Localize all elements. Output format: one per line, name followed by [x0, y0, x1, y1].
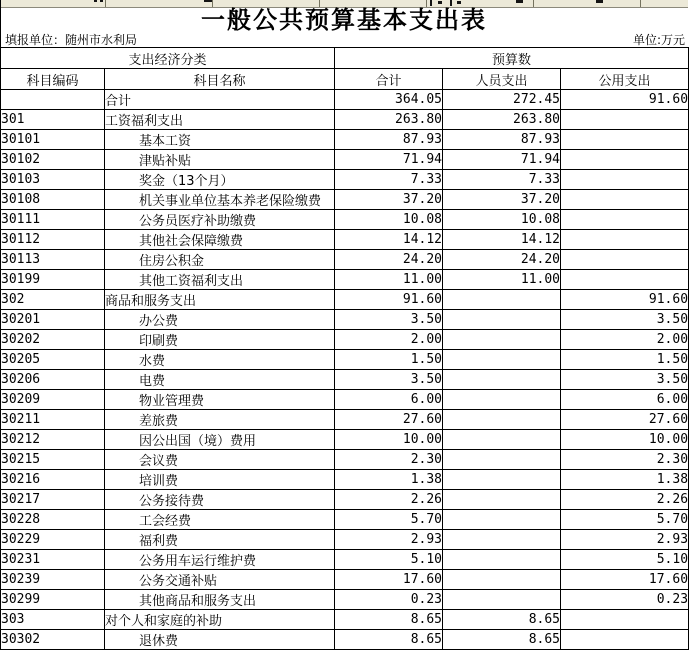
cell-total[interactable]: 5.10 [335, 550, 443, 570]
cell-code[interactable]: 30103 [1, 170, 105, 190]
cell-name[interactable]: 电费 [105, 370, 335, 390]
cell-total[interactable]: 2.93 [335, 530, 443, 550]
cell-code[interactable]: 30229 [1, 530, 105, 550]
cell-code[interactable]: 30206 [1, 370, 105, 390]
cell-personnel[interactable] [443, 410, 561, 430]
cell-code[interactable]: 30111 [1, 210, 105, 230]
cell-name[interactable]: 公务交通补贴 [105, 570, 335, 590]
table-row [1, 310, 689, 330]
cell-public[interactable] [561, 230, 689, 250]
cell-public[interactable] [561, 170, 689, 190]
cell-name[interactable]: 奖金（13个月） [105, 170, 335, 190]
cell-name[interactable]: 会议费 [105, 450, 335, 470]
report-unit-label: 填报单位：随州市水利局 [5, 33, 138, 47]
cell-name[interactable]: 差旅费 [105, 410, 335, 430]
cell-total[interactable]: 71.94 [335, 150, 443, 170]
cell-code[interactable]: 30299 [1, 590, 105, 610]
cell-code[interactable]: 30228 [1, 510, 105, 530]
header-code[interactable]: 科目编码 [1, 69, 105, 90]
cell-personnel[interactable]: 24.20 [443, 250, 561, 270]
cell-total[interactable]: 2.26 [335, 490, 443, 510]
cell-total[interactable]: 8.65 [335, 610, 443, 630]
cell-total[interactable]: 27.60 [335, 410, 443, 430]
cell-total[interactable]: 11.00 [335, 270, 443, 290]
header-budget[interactable]: 预算数 [335, 48, 689, 69]
cell-personnel[interactable] [443, 290, 561, 310]
table-row [1, 390, 689, 410]
cell-name[interactable]: 合计 [105, 90, 335, 110]
table-row [1, 510, 689, 530]
cell-public[interactable] [561, 130, 689, 150]
cell-public[interactable]: 0.23 [561, 590, 689, 610]
cell-total[interactable]: 1.38 [335, 470, 443, 490]
cell-code[interactable]: 301 [1, 110, 105, 130]
cell-public[interactable] [561, 190, 689, 210]
table-body [1, 90, 689, 650]
cell-total[interactable]: 24.20 [335, 250, 443, 270]
table-row [1, 330, 689, 350]
cell-code[interactable]: 30212 [1, 430, 105, 450]
cell-name[interactable]: 因公出国（境）费用 [105, 430, 335, 450]
table-row [1, 110, 689, 130]
cell-name[interactable]: 机关事业单位基本养老保险缴费 [105, 190, 335, 210]
cell-total[interactable]: 263.80 [335, 110, 443, 130]
table-row [1, 610, 689, 630]
cell-total[interactable]: 10.00 [335, 430, 443, 450]
table-row [1, 230, 689, 250]
cell-public[interactable] [561, 150, 689, 170]
cell-code[interactable]: 303 [1, 610, 105, 630]
cell-name[interactable]: 其他社会保障缴费 [105, 230, 335, 250]
table-row [1, 170, 689, 190]
cell-total[interactable]: 364.05 [335, 90, 443, 110]
cell-public[interactable]: 2.30 [561, 450, 689, 470]
cell-public[interactable]: 2.93 [561, 530, 689, 550]
truncated-text-mark [438, 1, 442, 4]
header-public[interactable]: 公用支出 [561, 69, 689, 90]
table-row [1, 350, 689, 370]
page-title: 一般公共预算基本支出表 [201, 6, 487, 34]
unit-label: 单位:万元 [632, 33, 685, 47]
table-row [1, 410, 689, 430]
table-row [1, 530, 689, 550]
cell-total[interactable]: 87.93 [335, 130, 443, 150]
cell-personnel[interactable] [443, 450, 561, 470]
cell-public[interactable]: 27.60 [561, 410, 689, 430]
table-row [1, 210, 689, 230]
table-row [1, 130, 689, 150]
header-total[interactable]: 合计 [335, 69, 443, 90]
cell-name[interactable]: 其他工资福利支出 [105, 270, 335, 290]
cell-total[interactable]: 37.20 [335, 190, 443, 210]
table-row [1, 270, 689, 290]
truncated-text-mark [94, 0, 97, 2]
table-row [1, 290, 689, 310]
cell-total[interactable]: 5.70 [335, 510, 443, 530]
cell-public[interactable]: 5.70 [561, 510, 689, 530]
cell-public[interactable]: 3.50 [561, 370, 689, 390]
cell-personnel[interactable] [443, 310, 561, 330]
cell-personnel[interactable]: 10.08 [443, 210, 561, 230]
cell-personnel[interactable]: 71.94 [443, 150, 561, 170]
table-row [1, 630, 689, 650]
cell-personnel[interactable]: 7.33 [443, 170, 561, 190]
cell-personnel[interactable] [443, 370, 561, 390]
cell-code[interactable]: 30101 [1, 130, 105, 150]
table-row [1, 370, 689, 390]
cell-total[interactable]: 17.60 [335, 570, 443, 590]
cell-code[interactable]: 30302 [1, 630, 105, 650]
cell-personnel[interactable] [443, 550, 561, 570]
cell-public[interactable]: 10.00 [561, 430, 689, 450]
cell-code[interactable]: 302 [1, 290, 105, 310]
cell-code[interactable]: 30102 [1, 150, 105, 170]
cell-personnel[interactable]: 87.93 [443, 130, 561, 150]
cell-personnel[interactable]: 263.80 [443, 110, 561, 130]
cell-name[interactable]: 对个人和家庭的补助 [105, 610, 335, 630]
cell-name[interactable]: 印刷费 [105, 330, 335, 350]
cell-total[interactable]: 3.50 [335, 310, 443, 330]
cell-public[interactable]: 91.60 [561, 290, 689, 310]
cell-total[interactable]: 2.30 [335, 450, 443, 470]
cell-personnel[interactable] [443, 490, 561, 510]
cell-public[interactable] [561, 630, 689, 650]
truncated-text-mark [596, 0, 603, 3]
cell-name[interactable]: 福利费 [105, 530, 335, 550]
cell-public[interactable]: 17.60 [561, 570, 689, 590]
cell-total[interactable]: 91.60 [335, 290, 443, 310]
table-row [1, 550, 689, 570]
cell-public[interactable]: 1.50 [561, 350, 689, 370]
table-row [1, 470, 689, 490]
truncated-text-mark [204, 0, 212, 2]
cell-code[interactable]: 30209 [1, 390, 105, 410]
cell-total[interactable]: 10.08 [335, 210, 443, 230]
cell-code[interactable]: 30239 [1, 570, 105, 590]
cell-personnel[interactable] [443, 350, 561, 370]
cell-name[interactable]: 水费 [105, 350, 335, 370]
cell-public[interactable]: 3.50 [561, 310, 689, 330]
cell-code[interactable]: 30211 [1, 410, 105, 430]
header-row-columns [1, 69, 689, 90]
cell-personnel[interactable] [443, 330, 561, 350]
cell-name[interactable]: 物业管理费 [105, 390, 335, 410]
cell-code[interactable]: 30199 [1, 270, 105, 290]
cell-code[interactable]: 30112 [1, 230, 105, 250]
cell-name[interactable]: 工资福利支出 [105, 110, 335, 130]
cell-public[interactable] [561, 210, 689, 230]
table-row [1, 450, 689, 470]
cell-public[interactable] [561, 610, 689, 630]
cell-personnel[interactable] [443, 590, 561, 610]
cell-public[interactable]: 1.38 [561, 470, 689, 490]
cell-personnel[interactable] [443, 570, 561, 590]
cell-code[interactable]: 30217 [1, 490, 105, 510]
cell-public[interactable] [561, 250, 689, 270]
cell-personnel[interactable] [443, 510, 561, 530]
cell-total[interactable]: 8.65 [335, 630, 443, 650]
cell-total[interactable]: 3.50 [335, 370, 443, 390]
cell-divider [640, 0, 641, 7]
cell-code[interactable] [1, 90, 105, 110]
cell-name[interactable]: 住房公积金 [105, 250, 335, 270]
cell-total[interactable]: 0.23 [335, 590, 443, 610]
table-row [1, 590, 689, 610]
table-row [1, 570, 689, 590]
header-personnel[interactable]: 人员支出 [443, 69, 561, 90]
truncated-text-mark [516, 0, 523, 3]
cell-name[interactable]: 公务员医疗补助缴费 [105, 210, 335, 230]
cell-personnel[interactable]: 11.00 [443, 270, 561, 290]
truncated-text-mark [100, 0, 103, 2]
cell-name[interactable]: 工会经费 [105, 510, 335, 530]
cell-public[interactable]: 6.00 [561, 390, 689, 410]
cell-code[interactable]: 30201 [1, 310, 105, 330]
cell-public[interactable]: 2.00 [561, 330, 689, 350]
cell-personnel[interactable] [443, 530, 561, 550]
budget-table [0, 47, 689, 650]
table-row [1, 90, 689, 110]
cell-code[interactable]: 30205 [1, 350, 105, 370]
cell-personnel[interactable] [443, 430, 561, 450]
cell-name[interactable]: 津贴补贴 [105, 150, 335, 170]
cell-total[interactable]: 2.00 [335, 330, 443, 350]
cell-personnel[interactable]: 37.20 [443, 190, 561, 210]
cell-public[interactable]: 2.26 [561, 490, 689, 510]
header-name[interactable]: 科目名称 [105, 69, 335, 90]
cell-personnel[interactable]: 8.65 [443, 630, 561, 650]
cell-code[interactable]: 30202 [1, 330, 105, 350]
cell-personnel[interactable] [443, 470, 561, 490]
cell-divider [533, 0, 534, 7]
cell-name[interactable]: 基本工资 [105, 130, 335, 150]
table-row [1, 250, 689, 270]
cell-divider [105, 0, 106, 7]
cell-code[interactable]: 30216 [1, 470, 105, 490]
info-row [0, 33, 688, 47]
cell-total[interactable]: 6.00 [335, 390, 443, 410]
cell-name[interactable]: 办公费 [105, 310, 335, 330]
cell-name[interactable]: 公务接待费 [105, 490, 335, 510]
cell-name[interactable]: 培训费 [105, 470, 335, 490]
table-row [1, 490, 689, 510]
header-classification[interactable]: 支出经济分类 [1, 48, 335, 69]
cell-total[interactable]: 1.50 [335, 350, 443, 370]
table-row [1, 190, 689, 210]
cell-public[interactable] [561, 110, 689, 130]
header-row-group [1, 48, 689, 69]
cell-code[interactable]: 30108 [1, 190, 105, 210]
cell-code[interactable]: 30231 [1, 550, 105, 570]
cell-personnel[interactable]: 14.12 [443, 230, 561, 250]
cell-name[interactable]: 退休费 [105, 630, 335, 650]
table-row [1, 430, 689, 450]
cell-code[interactable]: 30113 [1, 250, 105, 270]
cell-public[interactable] [561, 270, 689, 290]
cell-name[interactable]: 其他商品和服务支出 [105, 590, 335, 610]
cell-public[interactable]: 91.60 [561, 90, 689, 110]
cell-personnel[interactable]: 272.45 [443, 90, 561, 110]
cell-personnel[interactable]: 8.65 [443, 610, 561, 630]
cell-total[interactable]: 14.12 [335, 230, 443, 250]
cell-code[interactable]: 30215 [1, 450, 105, 470]
truncated-text-mark [457, 1, 461, 4]
cell-personnel[interactable] [443, 390, 561, 410]
cell-name[interactable]: 商品和服务支出 [105, 290, 335, 310]
cell-total[interactable]: 7.33 [335, 170, 443, 190]
cell-name[interactable]: 公务用车运行维护费 [105, 550, 335, 570]
cell-public[interactable]: 5.10 [561, 550, 689, 570]
table-row [1, 150, 689, 170]
